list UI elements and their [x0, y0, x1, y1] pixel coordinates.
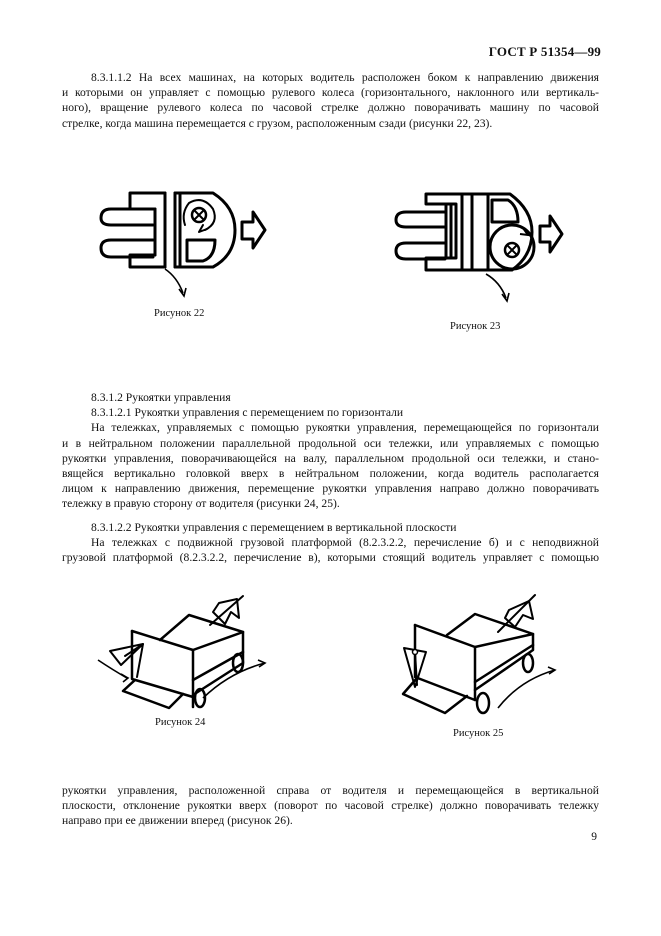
text-line: рукоятки управления, поворачивающейся на валу, параллельном продольной оси тележки, и стано- — [62, 451, 599, 465]
page-number: 9 — [591, 831, 597, 843]
section-heading: 8.3.1.2 Рукоятки управления — [91, 391, 231, 404]
document-id-header: ГОСТ Р 51354—99 — [488, 44, 601, 59]
figure-22 — [95, 185, 275, 300]
text-line: рукоятки управления, расположенной справа от водителя и перемещающейся в вертикальной — [62, 784, 599, 797]
text-line: ного), вращение рулевого колеса по часовой стрелке должно поворачивать машину по часовой — [62, 101, 599, 115]
text-line: стрелке, когда машина перемещается с грузом, расположенным сзади (рисунки 22, 23). — [62, 116, 493, 130]
text-line: плоскости, отклонение рукоятки вверх (поворот по часовой стрелке) должно поворачивать тележку — [62, 799, 599, 813]
text-line: лицом к направлению движения, перемещение рукоятки управления направо должно поворачивать — [62, 482, 599, 496]
text-line: грузовой платформой (8.2.3.2.2, перечисление в), которыми стоящий водитель управляет с помощью — [62, 551, 599, 565]
subsection-heading: 8.3.1.2.2 Рукоятки управления с перемещением в вертикальной плоскости — [91, 521, 457, 534]
truck-tiller-isometric-diagram-icon — [395, 590, 575, 715]
text-line: На тележках с подвижной грузовой платформой (8.2.3.2.2, перечисление б) и с неподвижной — [91, 536, 599, 550]
text-line: направо при ее движении вперед (рисунок 26). — [62, 814, 293, 828]
figure-25 — [395, 590, 575, 715]
figure-23 — [390, 190, 570, 305]
continuation-paragraph — [62, 783, 599, 829]
steering-wheel-top-view-diagram-icon — [390, 190, 570, 305]
text-line: 8.3.1.1.2 На всех машинах, на которых водитель расположен боком к направлению движения — [91, 71, 599, 84]
figure-25-caption: Рисунок 25 — [453, 728, 504, 739]
figure-23-caption: Рисунок 23 — [450, 321, 501, 332]
text-line: и которыми он управляет с помощью рулевого колеса (горизонтального, наклонного или вертикаль- — [62, 86, 599, 100]
section-8-3-1-2 — [62, 390, 599, 512]
figure-22-caption: Рисунок 22 — [154, 308, 205, 319]
section-8-3-1-2-2 — [62, 520, 599, 566]
figure-24 — [95, 590, 275, 710]
text-line: и в нейтральном положении параллельной продольной оси тележки, или управляемых с помощью — [62, 436, 599, 450]
paragraph-8-3-1-1-2 — [62, 70, 599, 131]
text-line: тележку в правую сторону от водителя (рисунки 24, 25). — [62, 497, 340, 511]
subsection-heading: 8.3.1.2.1 Рукоятки управления с перемещением по горизонтали — [91, 406, 404, 420]
text-line: На тележках, управляемых с помощью рукоятки управления, перемещающейся по горизонтали — [91, 421, 599, 435]
truck-tiller-isometric-diagram-icon — [95, 590, 275, 710]
steering-wheel-top-view-diagram-icon — [95, 185, 275, 300]
text-line: вящейся вертикально головкой вверх в нейтральном положении, когда водитель располагается — [62, 467, 599, 481]
figure-24-caption: Рисунок 24 — [155, 717, 206, 728]
